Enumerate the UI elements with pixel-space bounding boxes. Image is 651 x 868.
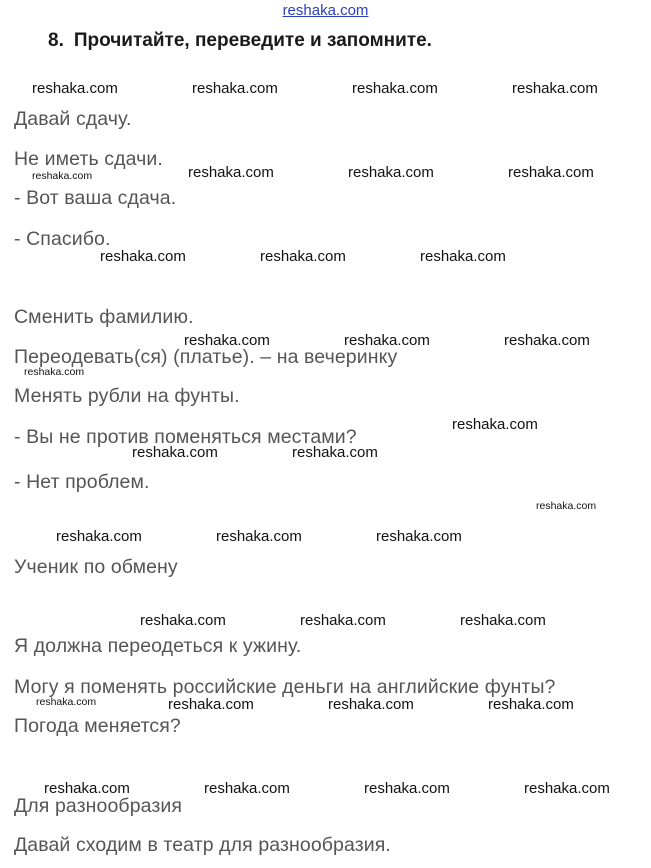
- watermark: reshaka.com: [376, 528, 462, 545]
- phrase-line: - Спасибо.: [14, 228, 111, 250]
- watermark: reshaka.com: [32, 80, 118, 97]
- watermark: reshaka.com: [344, 332, 430, 349]
- watermark: reshaka.com: [352, 80, 438, 97]
- exercise-number: 8.: [48, 30, 64, 51]
- watermark: reshaka.com: [328, 696, 414, 713]
- phrase-line: Я должна переодеться к ужину.: [14, 635, 302, 657]
- watermark: reshaka.com: [184, 332, 270, 349]
- watermark: reshaka.com: [300, 612, 386, 629]
- site-header-link[interactable]: reshaka.com: [282, 2, 369, 19]
- watermark: reshaka.com: [420, 248, 506, 265]
- watermark: reshaka.com: [140, 612, 226, 629]
- phrase-line: Для разнообразия: [14, 795, 183, 817]
- phrase-line: Переодевать(ся) (платье). – на вечеринку: [14, 346, 398, 368]
- watermark: reshaka.com: [504, 332, 590, 349]
- phrase-line: Ученик по обмену: [14, 556, 178, 578]
- watermark: reshaka.com: [292, 444, 378, 461]
- phrase-line: - Нет проблем.: [14, 471, 150, 493]
- watermark: reshaka.com: [216, 528, 302, 545]
- watermark-small: reshaka.com: [24, 366, 85, 378]
- watermark: reshaka.com: [488, 696, 574, 713]
- exercise-instruction: Прочитайте, переведите и запомните.: [73, 30, 432, 51]
- exercise-heading: [48, 30, 432, 52]
- watermark: reshaka.com: [348, 164, 434, 181]
- watermark: reshaka.com: [524, 780, 610, 797]
- phrase-line: Погода меняется?: [14, 715, 181, 737]
- watermark-small: reshaka.com: [36, 696, 97, 708]
- watermark: reshaka.com: [100, 248, 186, 265]
- phrase-line: Давай сдачу.: [14, 108, 132, 130]
- phrase-line: Давай сходим в театр для разнообразия.: [14, 834, 391, 856]
- watermark: reshaka.com: [168, 696, 254, 713]
- watermark: reshaka.com: [512, 80, 598, 97]
- watermark: reshaka.com: [452, 416, 538, 433]
- watermark: reshaka.com: [508, 164, 594, 181]
- phrase-line: Сменить фамилию.: [14, 306, 194, 328]
- watermark: reshaka.com: [188, 164, 274, 181]
- phrase-line: Не иметь сдачи.: [14, 148, 163, 170]
- watermark: reshaka.com: [56, 528, 142, 545]
- phrase-line: - Вы не против поменяться местами?: [14, 426, 357, 448]
- watermark: reshaka.com: [132, 444, 218, 461]
- watermark: reshaka.com: [364, 780, 450, 797]
- phrase-line: Могу я поменять российские деньги на английские фунты?: [14, 676, 556, 698]
- phrase-line: Менять рубли на фунты.: [14, 385, 240, 407]
- watermark: reshaka.com: [460, 612, 546, 629]
- phrase-line: - Вот ваша сдача.: [14, 187, 177, 209]
- watermark-small: reshaka.com: [32, 170, 93, 182]
- watermark: reshaka.com: [260, 248, 346, 265]
- watermark-small: reshaka.com: [536, 500, 597, 512]
- watermark: reshaka.com: [204, 780, 290, 797]
- watermark: reshaka.com: [192, 80, 278, 97]
- watermark: reshaka.com: [44, 780, 130, 797]
